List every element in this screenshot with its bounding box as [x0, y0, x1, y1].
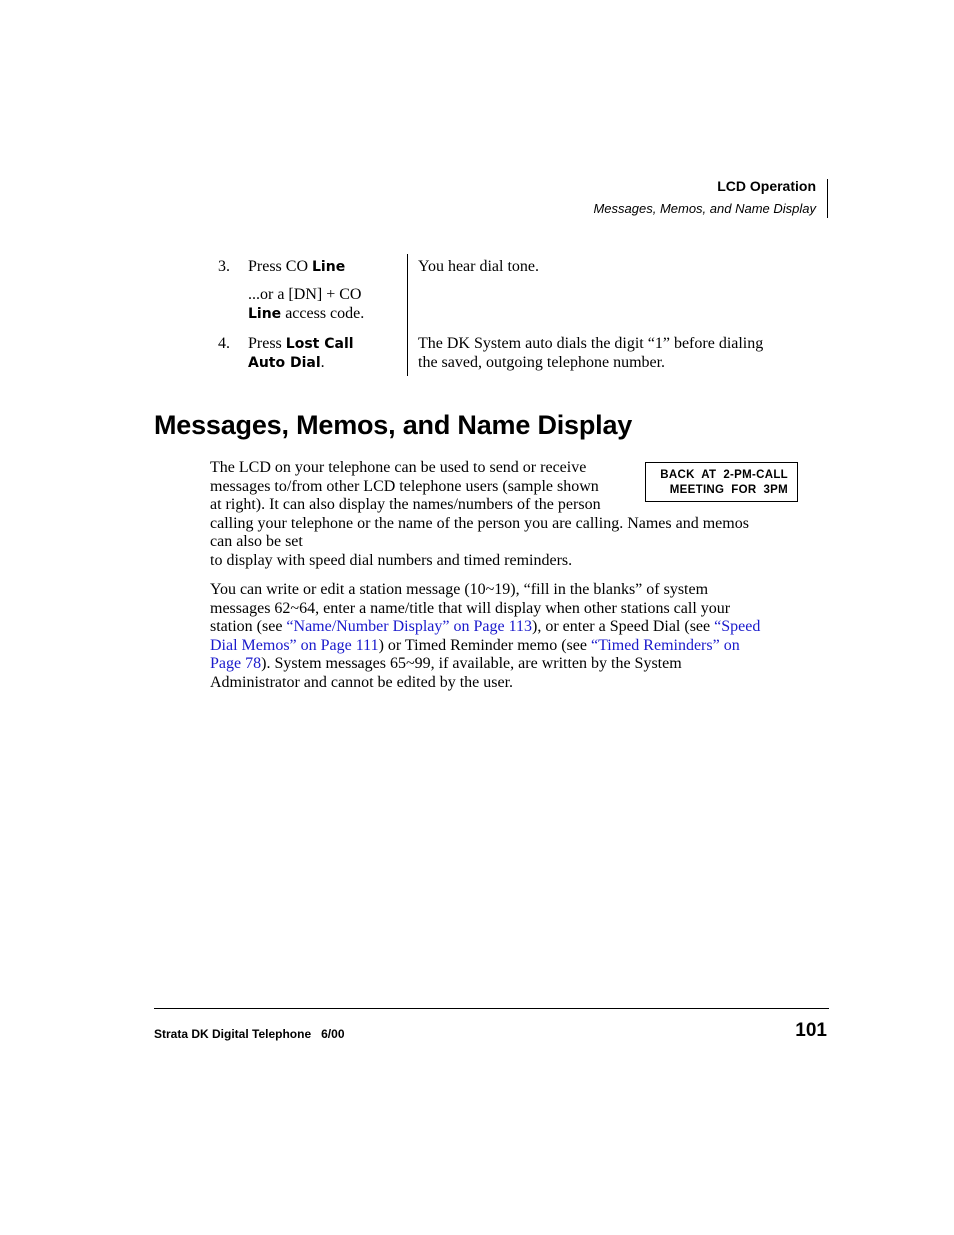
link-timed-reminders[interactable]: Page 78 [210, 655, 262, 673]
link-speed-dial-memos[interactable]: “Speed [714, 618, 761, 636]
paragraph-1 [210, 459, 749, 571]
steps-divider [407, 254, 408, 376]
header-vertical-rule [827, 179, 828, 218]
running-header-title: LCD Operation [717, 178, 816, 194]
step-3-number: 3. [218, 258, 230, 275]
paragraph-line: You can write or edit a station message (10~19), “fill in the blanks” of system [210, 581, 709, 598]
page-number: 101 [795, 1020, 827, 1041]
paragraph-line: Dial Memos” on Page 111) or Timed Reminder memo (see “Timed Reminders” on [210, 636, 740, 654]
footer-rule [154, 1008, 829, 1009]
paragraph-line: at right). It can also display the names/numbers of the person [210, 496, 601, 514]
step-3-action: Press CO Line [248, 258, 346, 275]
paragraph-line: calling your telephone or the name of the person you are calling. Names and memos [210, 514, 749, 532]
paragraph-2 [210, 581, 760, 693]
paragraph-line: to display with speed dial numbers and timed reminders. [210, 551, 573, 569]
lcd-line-1: BACK AT 2-PM-CALL [660, 469, 788, 481]
link-name-number-display[interactable]: “Name/Number Display” on Page 113 [286, 618, 532, 636]
step-4-result-line1: The DK System auto dials the digit “1” before dialing [418, 335, 764, 352]
footer-doc-title: Strata DK Digital Telephone 6/00 [154, 1027, 345, 1041]
step-3-alt-text: ...or a [DN] + CO [248, 286, 362, 303]
running-header-subtitle: Messages, Memos, and Name Display [593, 201, 816, 216]
step-4-action-cont: Auto Dial. [248, 354, 325, 371]
line-key: Line [248, 306, 282, 322]
step-3-result: You hear dial tone. [418, 258, 540, 275]
section-heading: Messages, Memos, and Name Display [154, 410, 633, 440]
paragraph-line: can also be set [210, 533, 303, 551]
paragraph-line: messages to/from other LCD telephone users (sample shown [210, 477, 599, 495]
steps-table [218, 254, 798, 376]
paragraph-line: Page 78). System messages 65~99, if available, are written by the System [210, 655, 682, 673]
lost-call-key: Lost Call [285, 336, 354, 352]
step-4-result-line2: the saved, outgoing telephone number. [418, 354, 666, 371]
line-key: Line [312, 259, 346, 275]
step-4-action: Press Lost Call [248, 335, 354, 352]
step-3-alt-line: Line access code. [248, 305, 365, 322]
paragraph-line: Administrator and cannot be edited by the user. [210, 673, 514, 691]
paragraph-line: messages 62~64, enter a name/title that will display when other stations call your [210, 599, 731, 617]
paragraph-line: The LCD on your telephone can be used to send or receive [210, 459, 587, 476]
paragraph-line: station (see “Name/Number Display” on Page 113), or enter a Speed Dial (see “Speed [210, 618, 761, 636]
step-4-number: 4. [218, 335, 230, 352]
link-timed-reminders[interactable]: “Timed Reminders” on [590, 636, 740, 654]
link-speed-dial-memos[interactable]: Dial Memos” on Page 111 [210, 636, 379, 654]
lcd-line-2: MEETING FOR 3PM [669, 484, 788, 496]
auto-dial-key: Auto Dial [248, 355, 321, 371]
